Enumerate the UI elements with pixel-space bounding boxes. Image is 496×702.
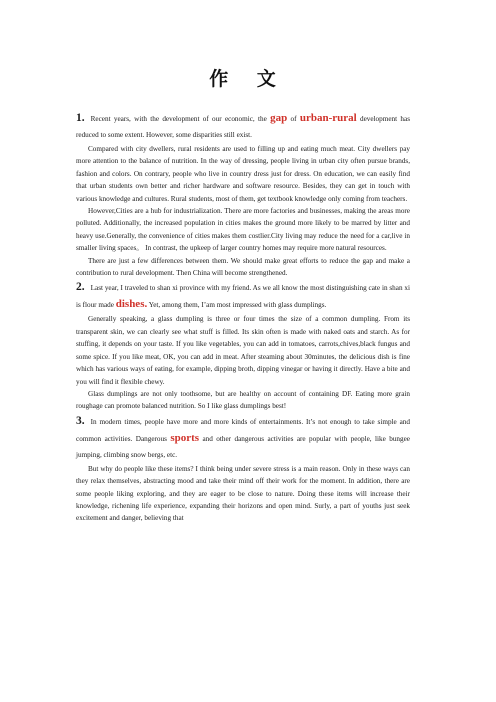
essay-text: development has reduced to some extent. However, some disparities still exist. [76,115,410,139]
highlight-word: dishes. [115,298,148,311]
document-body [76,110,410,525]
highlight-word: sports [170,431,200,444]
essay-1-lead [76,110,410,143]
essay-number: 2. [76,281,85,294]
essay-text: and other dangerous activities are popular with people, like bungee jumping, climbing snow bergs, etc. [76,434,410,459]
essay-paragraph: Glass dumplings are not only toothsome, but are healthy on account of containing DF. Eating more grain roughage can promote balanced nutrition. So I like glass dumplings best! [76,389,410,411]
highlight-word: urban-rural [299,112,357,124]
essay-2-lead [76,279,410,313]
essay-paragraph: However,Cities are a hub for industrialization. There are more factories and businesses, making the areas more polluted. Additionally, the increased population in cities makes the ground more likely to be marred by litter and heavy use.Generally, the convenience of cities makes them costlier.City living may reduce the need for a car,live in smaller living spaces。 In contrast, the upkeep of larger country homes may require more natural resources. [76,207,410,253]
essay-3-lead [76,413,410,463]
essay-paragraph: Compared with city dwellers, rural residents are used to filling up and eating much meat. City dwellers pay more attention to the balance of nutrition. In the way of dressing, people living in urban city often pursue brands, fashion and colors. On contrary, people who live in country dress just for dress. On education, we can easily find that urban students own better and richer hardware and software resource. Besides, they can get in touch with various knowledge and cultures. Rural students, most of them, get textbook knowledge only coming from teachers. [76,145,410,203]
essay-number: 1. [76,112,85,124]
essay-text: In modern times, people have more and more kinds of entertainments. It’s not enough to take simple and common activities. Dangerous [76,417,410,443]
essay-text: Yet, among them, I’am most impressed with glass dumplings. [147,301,327,310]
essay-text: Last year, I traveled to shan xi province with my friend. As we all know the most distinguishing cate in shan xi is flour made [76,284,410,310]
essay-paragraph: There are just a few differences between them. We should make great efforts to reduce the gap and make a contribution to rural development. Then China will become strengthened. [76,256,410,278]
page-title: 作 文 [209,68,287,90]
essay-text: of [287,115,300,123]
essay-number: 3. [76,414,85,427]
essay-paragraph: But why do people like these items? I think being under severe stress is a main reason. Only in these ways can they relax themselves, abstracting mood and take their mind off their work for the moment. In addition, there are some people liking exploring, and they are eager to be close to nature. Doing these items will increase their knowledge, richening life experience, expanding their horizons and open mind. Surly, a part of youths just seek excitement and danger, believing that [76,464,410,523]
highlight-word: gap [270,112,288,124]
essay-text: Recent years, with the development of our economic, the [90,115,271,123]
essay-paragraph: Generally speaking, a glass dumpling is three or four times the size of a common dumpling. From its transparent skin, we can clearly see what stuff is filled. Its skin often is made with naked oats and starch. As for stuffing, it depends on your taste. If you like vegetables, you can add in tomatoes, carrots,chives,black fungus and some spice. If you like meat, OK, you can add in meat. After steaming about 30minutes, the delicious dish is fine which has various ways of eating, for example, dipping broth, dipping vinegar or having it directly. Have a bite and you will find it flexible chewy. [76,315,410,386]
